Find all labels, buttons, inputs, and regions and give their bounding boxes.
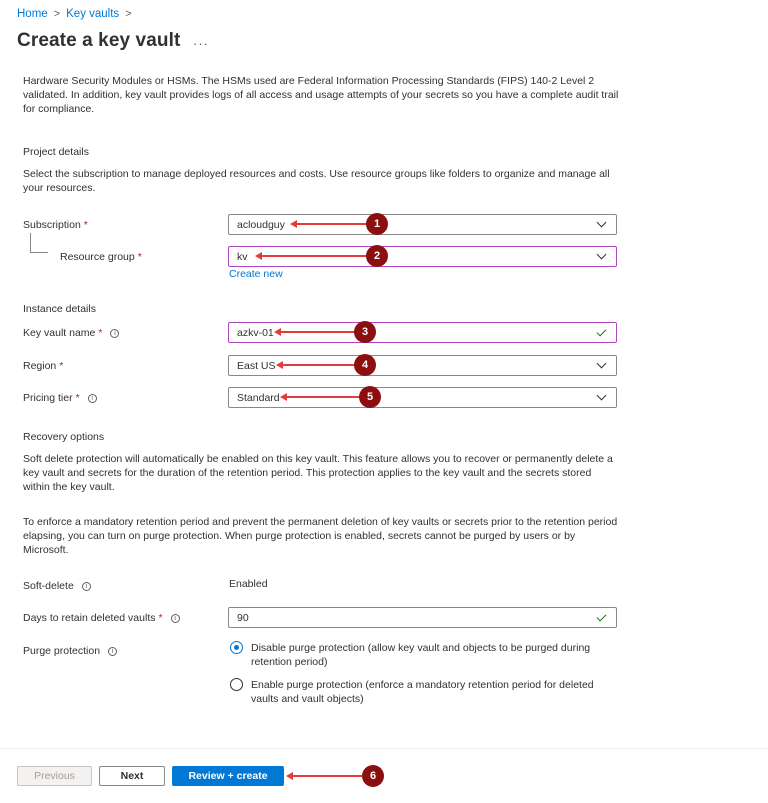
days-retain-label-text: Days to retain deleted vaults xyxy=(23,612,156,624)
annotation-arrow-line xyxy=(292,775,362,777)
chevron-down-icon xyxy=(597,391,607,401)
days-retain-value: 90 xyxy=(237,611,249,624)
annotation-arrow-line xyxy=(282,364,354,366)
annotation-badge-5: 5 xyxy=(359,386,381,408)
annotation-arrow-line xyxy=(296,223,366,225)
annotation-badge-1: 1 xyxy=(366,213,388,235)
annotation-arrow-line xyxy=(261,255,366,257)
chevron-down-icon xyxy=(597,250,607,260)
radio-disable-purge[interactable] xyxy=(230,641,243,654)
purge-option-disable[interactable] xyxy=(230,641,621,669)
key-vault-name-input[interactable] xyxy=(228,322,617,343)
resource-group-label xyxy=(60,251,142,263)
purge-option-enable[interactable] xyxy=(230,678,621,706)
project-details-heading: Project details xyxy=(23,146,89,158)
pricing-tier-value: Standard xyxy=(237,391,280,404)
chevron-down-icon xyxy=(597,218,607,228)
recovery-options-heading: Recovery options xyxy=(23,431,105,443)
chevron-right-icon: > xyxy=(125,8,132,20)
checkmark-icon xyxy=(597,326,607,336)
annotation-arrow-line xyxy=(280,331,354,333)
page-title: Create a key vault xyxy=(17,30,181,51)
breadcrumb-key-vaults-link[interactable]: Key vaults xyxy=(66,8,120,20)
checkmark-icon xyxy=(597,611,607,621)
annotation-badge-6: 6 xyxy=(362,765,384,787)
annotation-arrow-line xyxy=(286,396,359,398)
required-marker: * xyxy=(83,219,88,231)
days-retain-label xyxy=(23,612,180,624)
required-marker: * xyxy=(98,327,103,339)
required-marker: * xyxy=(59,360,64,372)
subscription-select[interactable] xyxy=(228,214,617,235)
subscription-label-text: Subscription xyxy=(23,219,81,231)
subscription-value: acloudguy xyxy=(237,218,285,231)
footer-divider xyxy=(0,748,768,749)
required-marker: * xyxy=(75,392,80,404)
pricing-tier-label xyxy=(23,392,97,404)
soft-delete-label-text: Soft-delete xyxy=(23,580,74,592)
tree-connector xyxy=(30,233,48,253)
project-details-description: Select the subscription to manage deployed resources and costs. Use resource groups like folders to organize and manage all your resources. xyxy=(23,168,610,194)
breadcrumb-home-link[interactable]: Home xyxy=(17,8,48,20)
resource-group-label-text: Resource group xyxy=(60,251,135,263)
purge-option-enable-text: Enable purge protection (enforce a mandatory retention period for deleted vaults and vault objects) xyxy=(251,679,594,705)
purge-protection-label-text: Purge protection xyxy=(23,645,101,657)
region-value: East US xyxy=(237,359,276,372)
create-new-link[interactable]: Create new xyxy=(229,268,283,280)
region-select[interactable] xyxy=(228,355,617,376)
radio-enable-purge[interactable] xyxy=(230,678,243,691)
soft-delete-value: Enabled xyxy=(229,578,268,590)
next-button[interactable]: Next xyxy=(99,766,165,786)
breadcrumb xyxy=(17,8,132,20)
purge-option-disable-text: Disable purge protection (allow key vault and objects to be purged during retention period) xyxy=(251,642,591,668)
instance-details-heading: Instance details xyxy=(23,303,96,315)
soft-delete-label xyxy=(23,580,91,592)
pricing-tier-label-text: Pricing tier xyxy=(23,392,73,404)
subscription-label xyxy=(23,219,88,231)
required-marker: * xyxy=(137,251,142,263)
key-vault-name-label-text: Key vault name xyxy=(23,327,96,339)
chevron-down-icon xyxy=(597,359,607,369)
resource-group-select[interactable] xyxy=(228,246,617,267)
annotation-badge-4: 4 xyxy=(354,354,376,376)
previous-button[interactable]: Previous xyxy=(17,766,92,786)
recovery-para-2: To enforce a mandatory retention period and prevent the permanent deletion of key vaults or secrets prior to the retention period elapsing, you can turn on purge protection. When purge protection is enabled, secrets cannot be purged by users or by Microsoft. xyxy=(23,516,618,556)
days-retain-input[interactable] xyxy=(228,607,617,628)
info-icon[interactable]: i xyxy=(110,329,119,338)
required-marker: * xyxy=(158,612,163,624)
recovery-para-1: Soft delete protection will automatically be enabled on this key vault. This feature allows you to recover or permanently delete a key vault and secrets for the duration of the retention period. This protection applies to the key vault and the secrets stored within the key vault. xyxy=(23,453,613,493)
region-label-text: Region xyxy=(23,360,57,372)
more-options-icon[interactable]: ··· xyxy=(193,36,209,51)
info-icon[interactable]: i xyxy=(88,394,97,403)
resource-group-value: kv xyxy=(237,250,248,263)
region-label xyxy=(23,360,63,372)
annotation-badge-2: 2 xyxy=(366,245,388,267)
review-create-button[interactable]: Review + create xyxy=(172,766,284,786)
info-icon[interactable]: i xyxy=(171,614,180,623)
key-vault-name-label xyxy=(23,327,119,339)
info-icon[interactable]: i xyxy=(82,582,91,591)
info-icon[interactable]: i xyxy=(108,647,117,656)
purge-protection-label xyxy=(23,645,117,657)
key-vault-name-value: azkv-01 xyxy=(237,326,274,339)
chevron-right-icon: > xyxy=(53,8,61,20)
intro-text: Hardware Security Modules or HSMs. The HSMs used are Federal Information Processing Standards (FIPS) 140-2 Level 2 validated. In addition, key vault provides logs of all access and usage attempts of your secrets so you have a complete audit trail for compliance. xyxy=(23,75,619,115)
annotation-badge-3: 3 xyxy=(354,321,376,343)
